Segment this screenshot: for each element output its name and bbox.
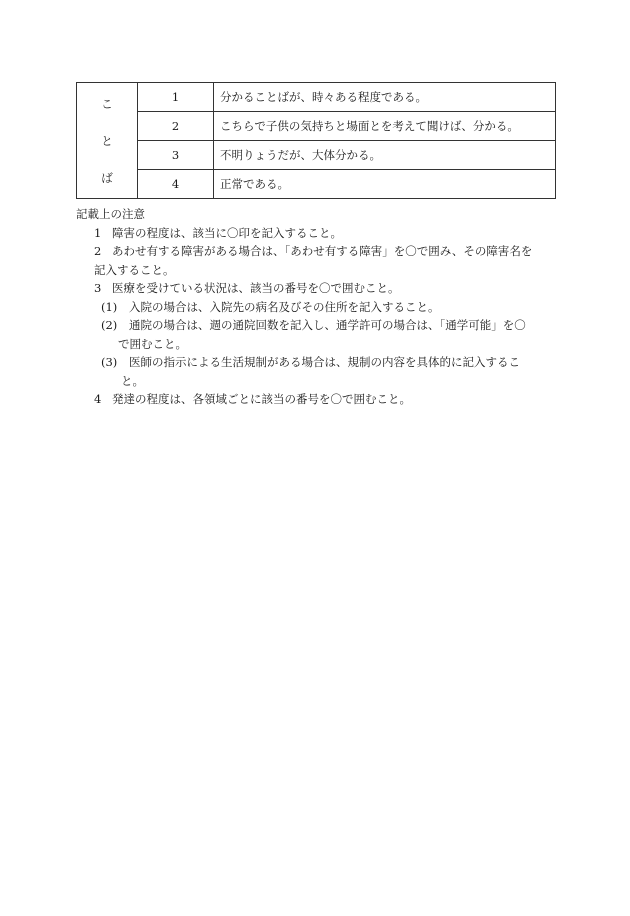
- note-number: 1: [94, 225, 102, 240]
- table-row: [77, 170, 556, 199]
- note-text: と。: [121, 373, 144, 388]
- note-subitem: [76, 316, 560, 335]
- note-text: あわせ有する障害がある場合は、「あわせ有する障害」を〇で囲み、その障害名を: [112, 244, 533, 258]
- note-number: 3: [94, 281, 102, 295]
- note-number: (3): [101, 355, 118, 369]
- note-item: [76, 242, 560, 261]
- note-number: (2): [101, 318, 118, 332]
- grade-number: 1: [138, 83, 214, 112]
- note-text: 発達の程度は、各領域ごとに該当の番号を〇で囲むこと。: [112, 392, 411, 406]
- note-text: 入院の場合は、入院先の病名及びその住所を記入すること。: [129, 299, 440, 314]
- grade-number: 2: [138, 112, 214, 141]
- note-item: [76, 224, 560, 243]
- note-text: 通院の場合は、週の通院回数を記入し、通学許可の場合は、「通学可能」を〇: [129, 318, 526, 332]
- table-row: [77, 112, 556, 141]
- table-row: [77, 141, 556, 170]
- table-row: [77, 83, 556, 112]
- grade-description: 分かることばが、時々ある程度である。: [214, 83, 556, 112]
- category-char: と: [101, 133, 113, 148]
- note-text: 障害の程度は、該当に〇印を記入すること。: [112, 225, 342, 240]
- note-item: [76, 390, 560, 409]
- grade-number: 3: [138, 141, 214, 170]
- note-subitem: [76, 298, 560, 317]
- note-continuation: [76, 335, 560, 354]
- note-text: 記入すること。: [94, 262, 175, 277]
- category-char: こ: [101, 96, 113, 111]
- note-continuation: [76, 372, 560, 391]
- category-char: ば: [101, 170, 113, 185]
- note-text: 医療を受けている状況は、該当の番号を〇で囲むこと。: [112, 281, 400, 295]
- grade-description: こちらで子供の気持ちと場面とを考えて聞けば、分かる。: [214, 112, 556, 141]
- notes-section: [76, 205, 560, 409]
- grade-description: 不明りょうだが、大体分かる。: [214, 141, 556, 170]
- notes-heading: 記載上の注意: [76, 207, 145, 221]
- note-number: 2: [94, 244, 102, 258]
- grade-number: 4: [138, 170, 214, 199]
- category-cell: [77, 83, 138, 199]
- note-continuation: [76, 261, 560, 280]
- grade-description: 正常である。: [214, 170, 556, 199]
- language-grade-table: [76, 82, 556, 199]
- note-item: [76, 279, 560, 298]
- note-text: 医師の指示による生活規制がある場合は、規制の内容を具体的に記入するこ: [129, 355, 520, 369]
- note-text: で囲むこと。: [118, 336, 187, 351]
- note-number: 4: [94, 392, 102, 406]
- note-subitem: [76, 353, 560, 372]
- note-number: (1): [101, 299, 118, 314]
